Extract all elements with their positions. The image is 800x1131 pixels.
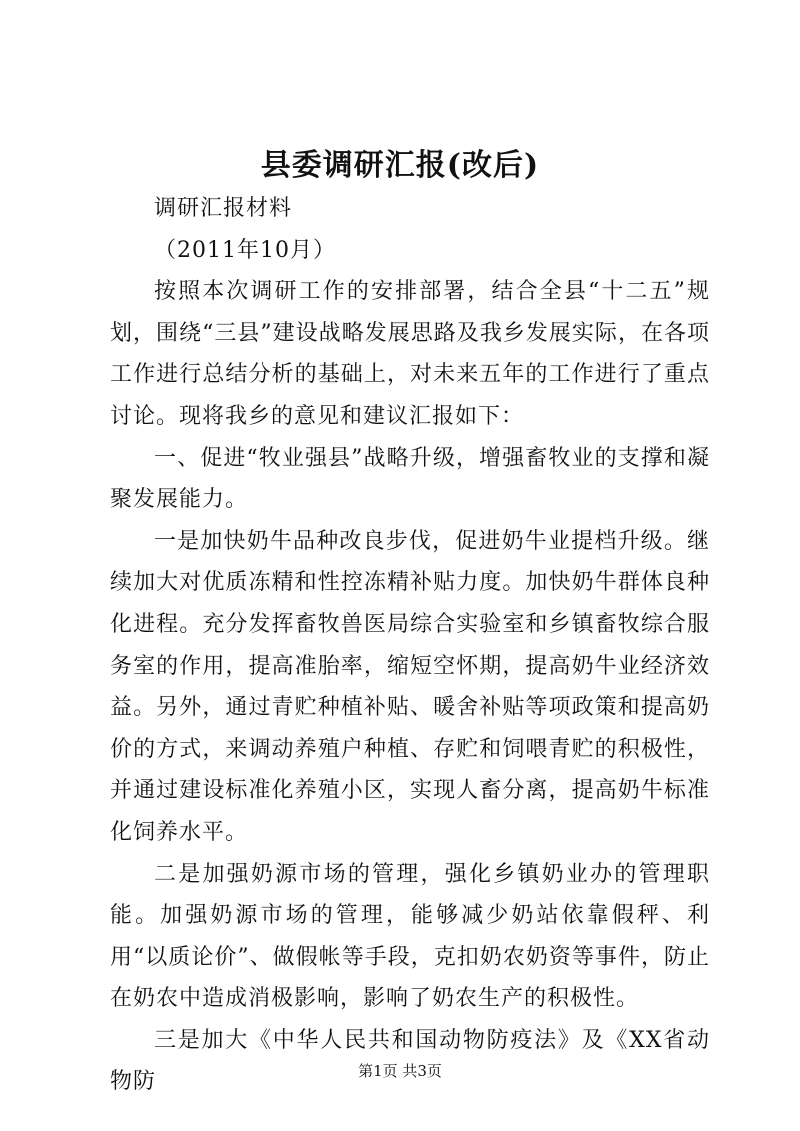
page-footer: 第1页 共3页 — [358, 1062, 442, 1080]
paragraph-intro: 按照本次调研工作的安排部署，结合全县“十二五”规划，围绕“三县”建设战略发展思路及我乡发展实际，在各项工作进行总结分析的基础上，对未来五年的工作进行了重点讨论。现将我乡的意见和建议汇报如下： — [110, 279, 710, 429]
document-body — [110, 188, 710, 1103]
paragraph-point-one: 一是加快奶牛品种改良步伐，促进奶牛业提档升级。继续加大对优质冻精和性控冻精补贴力度。加快奶牛群体良种化进程。充分发挥畜牧兽医局综合实验室和乡镇畜牧综合服务室的作用，提高准胎率，缩短空怀期，提高奶牛业经济效益。另外，通过青贮种植补贴、暖舍补贴等项政策和提高奶价的方式，来调动养殖户种植、存贮和饲喂青贮的积极性，并通过建设标准化养殖小区，实现人畜分离，提高奶牛标准化饲养水平。 — [110, 528, 710, 845]
paragraph-point-three: 三是加大《中华人民共和国动物防疫法》及《XX省动物防 — [110, 1027, 710, 1095]
paragraph-point-two: 二是加强奶源市场的管理，强化乡镇奶业办的管理职能。加强奶源市场的管理，能够减少奶站依靠假秤、利用“以质论价”、做假帐等手段，克扣奶农奶资等事件，防止在奶农中造成消极影响，影响了奶农生产的积极性。 — [110, 861, 710, 1012]
paragraph-heading: 调研汇报材料 — [154, 196, 293, 221]
document-title: 县委调研汇报(改后) — [260, 148, 540, 183]
paragraph-section-one: 一、促进“牧业强县”战略升级，增强畜牧业的支撑和凝聚发展能力。 — [110, 445, 710, 513]
paragraph-date: （2011年10月） — [154, 237, 336, 263]
